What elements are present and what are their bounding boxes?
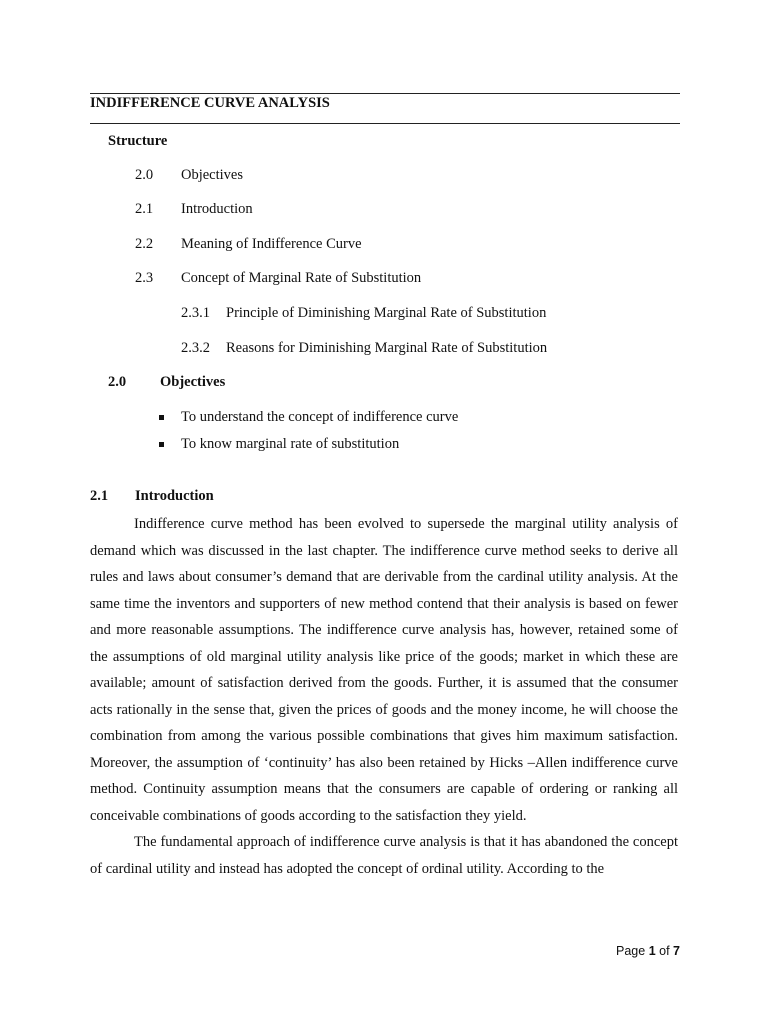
list-item: To understand the concept of indifference curve	[181, 409, 459, 425]
toc-number: 2.3	[135, 270, 154, 286]
bullet-icon	[159, 415, 164, 420]
section-heading-introduction: Introduction	[135, 488, 214, 504]
page-title: INDIFFERENCE CURVE ANALYSIS	[90, 95, 330, 111]
toc-number: 2.1	[135, 201, 154, 217]
section-heading-objectives: Objectives	[160, 374, 226, 390]
title-top-rule	[90, 93, 680, 94]
toc-sublabel: Principle of Diminishing Marginal Rate of Substitution	[226, 305, 547, 321]
total-pages-number: 7	[673, 944, 680, 958]
toc-number: 2.2	[135, 236, 154, 252]
current-page-number: 1	[648, 944, 656, 958]
paragraph: Indifference curve method has been evolved to supersede the marginal utility analysis of demand which was discussed in the last chapter. The indifference curve method seeks to derive all rules and laws about consumer’s demand that are derivable from the cardinal utility analysis. At the same time the inventors and supporters of new method contend that their analysis is based on fewer and more reasonable assumptions. The indifference curve analysis has, however, retained some of the assumptions of old marginal utility analysis like price of the goods; market in which these are available; amount of satisfaction derived from the goods. Further, it is assumed that the consumer acts rationally in the sense that, given the prices of goods and the money income, he will choose the combination from among the various possible combinations that gives him maximum satisfaction. Moreover, the assumption of ‘continuity’ has also been retained by Hicks –Allen indifference curve method. Continuity assumption means that the consumers are capable of ordering or ranking all conceivable combinations of goods according to the satisfaction they yield.	[90, 516, 678, 824]
section-number: 2.0	[108, 374, 127, 390]
bullet-icon	[159, 442, 164, 447]
introduction-body	[90, 511, 678, 882]
of-word: of	[659, 944, 670, 958]
toc-label: Introduction	[181, 201, 253, 217]
toc-label: Meaning of Indifference Curve	[181, 236, 362, 252]
paragraph: The fundamental approach of indifference curve analysis is that it has abandoned the concept of cardinal utility and instead has adopted the concept of ordinal utility. According to the	[90, 834, 678, 877]
page-footer	[616, 944, 680, 958]
list-item: To know marginal rate of substitution	[181, 436, 400, 452]
structure-heading: Structure	[108, 133, 168, 149]
toc-subnumber: 2.3.2	[181, 340, 210, 356]
toc-sublabel: Reasons for Diminishing Marginal Rate of Substitution	[226, 340, 548, 356]
toc-label: Concept of Marginal Rate of Substitution	[181, 270, 422, 286]
toc-label: Objectives	[181, 167, 244, 183]
page-word: Page	[616, 944, 646, 958]
toc-number: 2.0	[135, 167, 154, 183]
toc-subnumber: 2.3.1	[181, 305, 210, 321]
section-number: 2.1	[90, 488, 109, 504]
title-bottom-rule	[90, 123, 680, 124]
